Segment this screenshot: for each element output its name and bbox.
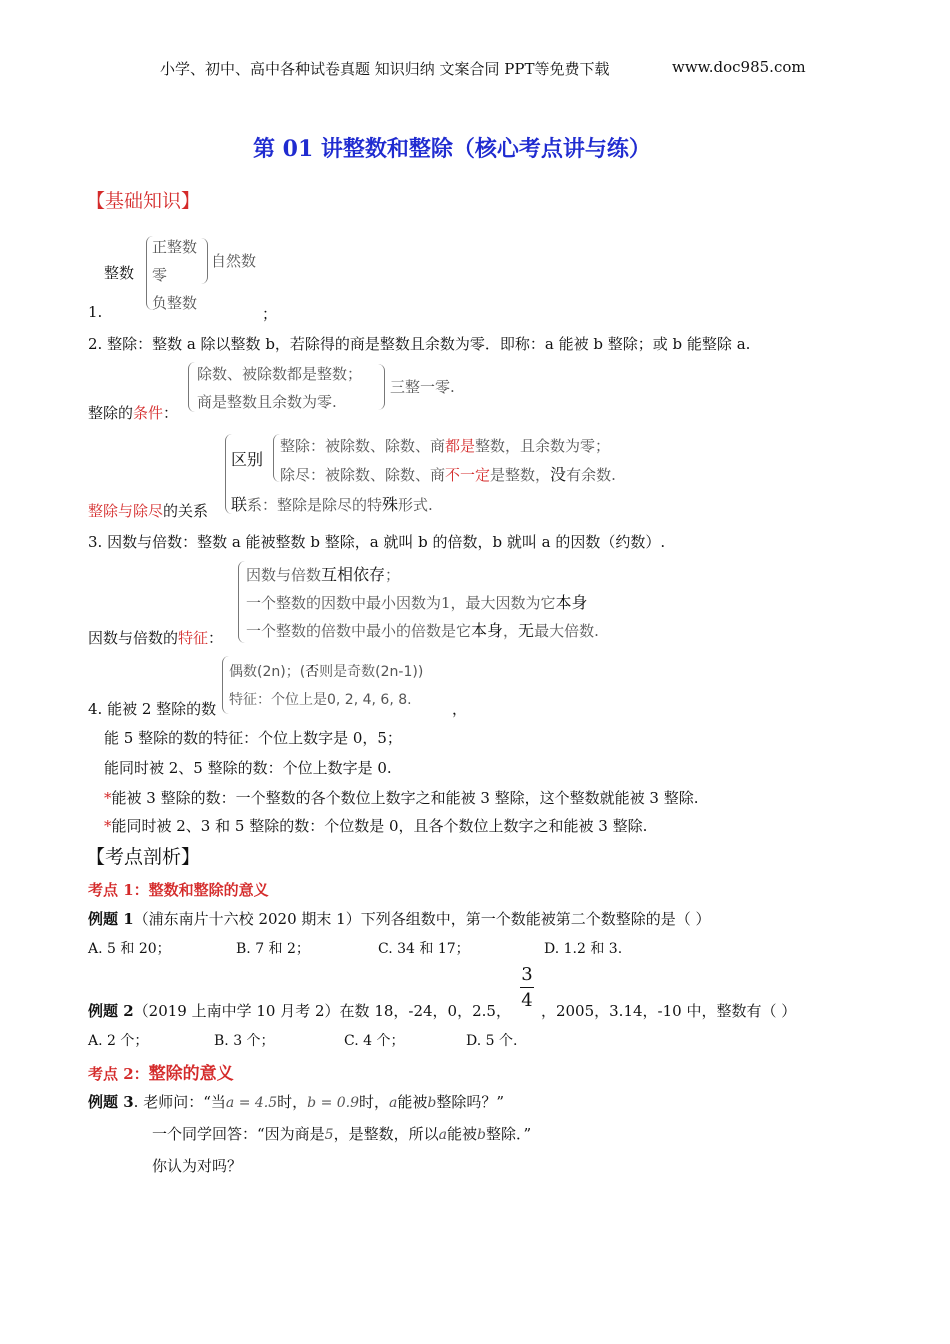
item4-tail: ， <box>452 700 468 718</box>
key-point-1: 考点 1：整数和整除的意义 <box>88 881 269 899</box>
ex1-option-a: A. 5 和 20； <box>88 941 171 957</box>
follow-up-question: 你认为对吗？ <box>152 1157 243 1175</box>
difference-line-1: 整除：被除数、除数、商都是整数，且余数为零； <box>280 437 611 455</box>
rule-3: *能被 3 整除的数：一个整数的各个数位上数字之和能被 3 整除，这个整数就能被 3 整除. <box>104 789 699 807</box>
example-3: 例题 3. 老师问：“当a = 4.5时，b = 0.9时，a能被b整除吗？” <box>88 1093 505 1111</box>
fraction-denominator: 4 <box>521 990 533 1011</box>
brace-condition-summary <box>378 364 385 410</box>
example-2: 例题 2（2019 上南中学 10 月考 2）在数 18，-24，0，2.5， ，2005，3.14，-10 中，整数有（ ） <box>88 1002 797 1020</box>
ex1-option-b: B. 7 和 2； <box>236 941 310 957</box>
brace-natural <box>201 238 208 284</box>
integer-root: 整数 <box>104 264 135 282</box>
star-marker: * <box>104 789 112 807</box>
ex2-option-a: A. 2 个； <box>88 1033 149 1049</box>
section-heading-analysis: 【考点剖析】 <box>86 846 201 868</box>
item4-label: 4. 能被 2 整除的数 <box>88 700 217 718</box>
branch-negative: 负整数 <box>152 294 198 312</box>
key-point-2: 考点 2：整除的意义 <box>88 1064 234 1084</box>
rule-5: 能 5 整除的数的特征：个位上数字是 0，5； <box>104 729 402 747</box>
page-title: 第 01 讲整数和整除（核心考点讲与练） <box>253 136 651 162</box>
header-site[interactable]: www.doc985.com <box>672 58 806 76</box>
condition-label <box>88 402 178 423</box>
feature-line-3: 一个整数的倍数中最小的倍数是它本身，无最大倍数. <box>246 621 599 640</box>
divisibility-definition: 2. 整除：整数 a 除以整数 b，若除得的商是整数且余数为零．即称：a 能被 b 整除；或 b 能整除 a. <box>88 335 751 353</box>
link-line: 联系：整除是除尽的特殊形式. <box>231 495 433 514</box>
even-feature-line: 特征：个位上是0, 2, 4, 6, 8. <box>229 692 412 708</box>
condition-label-red: 条件 <box>133 404 164 422</box>
example-1: 例题 1（浦东南片十六校 2020 期末 1）下列各组数中，第一个数能被第二个数整除的是（ ） <box>88 910 711 928</box>
relation-label: 整除与除尽的关系 <box>88 502 209 520</box>
feature-label: 因数与倍数的特征： <box>88 629 224 647</box>
section-heading-basics: 【基础知识】 <box>86 190 201 212</box>
equation-a: a = 4.5 <box>225 1095 278 1111</box>
condition-line-1: 除数、被除数都是整数； <box>197 365 363 383</box>
item1-number: 1. <box>88 303 103 321</box>
condition-label-pre: 整除的 <box>88 404 134 422</box>
fraction-numerator: 3 <box>521 964 533 985</box>
brace-features <box>238 561 245 643</box>
condition-summary: 三整一零. <box>390 378 455 396</box>
condition-line-2: 商是整数且余数为零. <box>197 393 337 411</box>
star-marker: * <box>104 817 112 835</box>
equation-b: b = 0.9 <box>307 1095 360 1111</box>
natural-number-label: 自然数 <box>211 252 257 270</box>
item1-tail: ； <box>262 305 278 323</box>
feature-line-1: 因数与倍数互相依存； <box>246 565 401 584</box>
ex2-option-d: D. 5 个. <box>466 1033 518 1049</box>
ex1-option-c: C. 34 和 17； <box>378 941 470 957</box>
ex2-option-b: B. 3 个； <box>214 1033 275 1049</box>
brace-condition <box>188 362 195 412</box>
branch-positive: 正整数 <box>152 238 198 256</box>
difference-label: 区别 <box>231 450 264 469</box>
ex2-option-c: C. 4 个； <box>344 1033 405 1049</box>
rule-2-3-5: *能同时被 2、3 和 5 整除的数：个位数是 0，且各个数位上数字之和能被 3 整除. <box>104 817 648 835</box>
student-answer: 一个同学回答：“因为商是5，是整数，所以a能被b整除．” <box>152 1125 532 1143</box>
brace-even <box>222 656 229 714</box>
factor-multiple-definition: 3. 因数与倍数：整数 a 能被整数 b 整除，a 就叫 b 的倍数，b 就叫 a 的因数（约数）. <box>88 533 666 551</box>
header-tagline: 小学、初中、高中各种试卷真题 知识归纳 文案合同 PPT等免费下载 <box>160 60 610 78</box>
ex1-option-d: D. 1.2 和 3. <box>544 941 623 957</box>
condition-label-post: ： <box>163 404 179 422</box>
feature-line-2: 一个整数的因数中最小因数为1，最大因数为它本身 <box>246 593 588 612</box>
brace-difference <box>273 434 280 482</box>
branch-zero: 零 <box>152 266 168 284</box>
fraction-bar <box>520 987 534 988</box>
even-line: 偶数(2n)；(否则是奇数(2n-1)) <box>229 664 424 680</box>
difference-line-2: 除尽：被除数、除数、商不一定是整数，没有余数. <box>280 465 616 484</box>
rule-2-5: 能同时被 2、5 整除的数：个位上数字是 0. <box>104 759 392 777</box>
